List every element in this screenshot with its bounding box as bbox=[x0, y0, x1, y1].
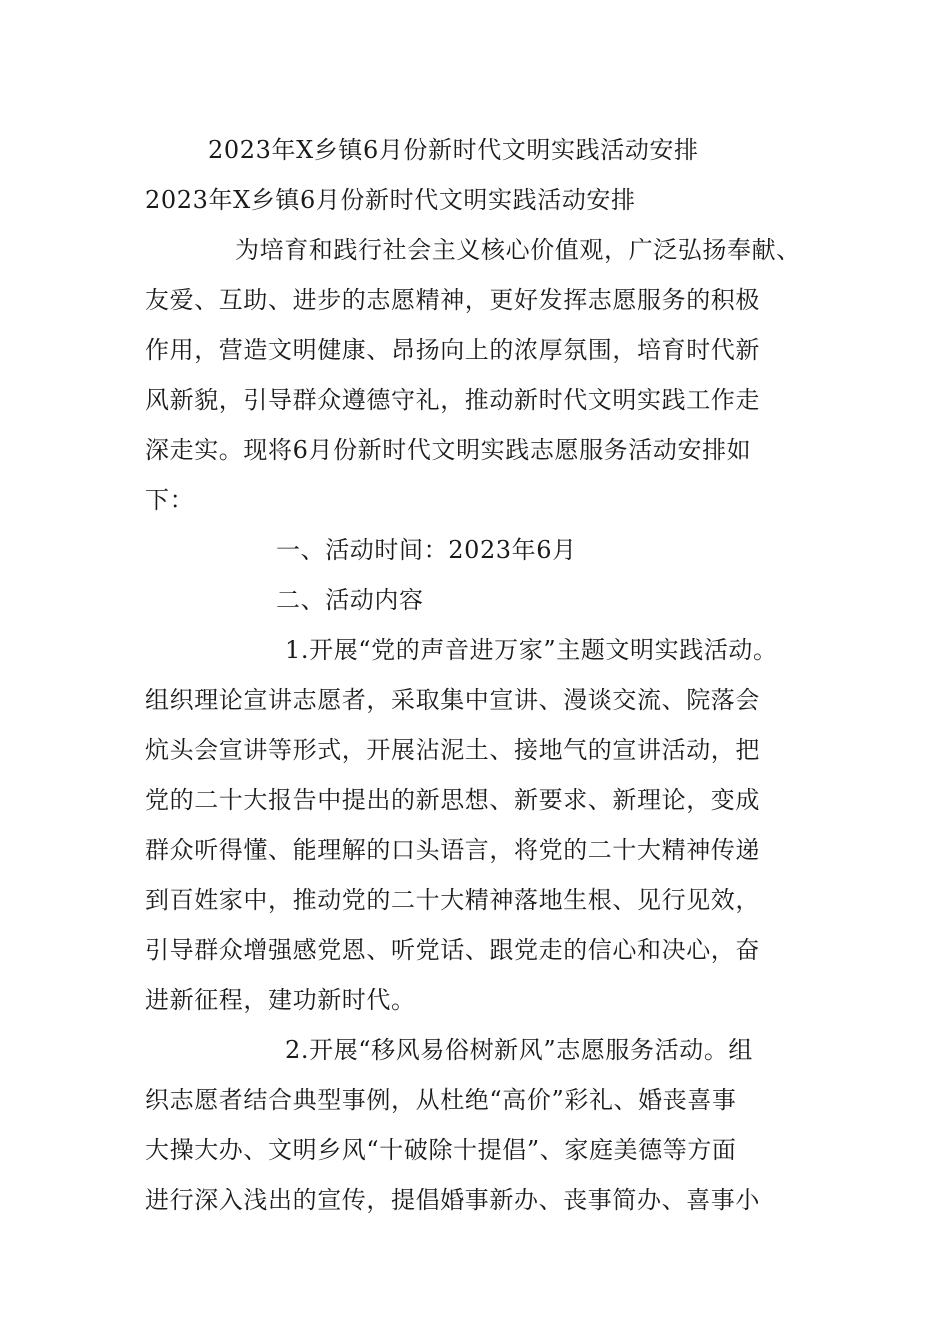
section-heading-content: 二、活动内容 bbox=[276, 586, 424, 614]
item1-line-2: 组织理论宣讲志愿者，采取集中宣讲、漫谈交流、院落会 bbox=[145, 686, 760, 714]
item2-line-1: 2.开展“移风易俗树新风”志愿服务活动。组 bbox=[285, 1036, 754, 1064]
intro-line-1: 为培育和践行社会主义核心价值观，广泛弘扬奉献、 bbox=[235, 236, 801, 264]
intro-line-4: 风新貌，引导群众遵德守礼，推动新时代文明实践工作走 bbox=[145, 386, 760, 414]
intro-line-5: 深走实。现将6月份新时代文明实践志愿服务活动安排如 bbox=[145, 436, 752, 464]
item1-line-8: 进新征程，建功新时代。 bbox=[145, 986, 416, 1014]
intro-line-2: 友爱、互助、进步的志愿精神，更好发挥志愿服务的积极 bbox=[145, 286, 760, 314]
item1-line-6: 到百姓家中，推动党的二十大精神落地生根、见行见效， bbox=[145, 886, 760, 914]
item1-line-1: 1.开展“党的声音进万家”主题文明实践活动。 bbox=[285, 636, 778, 664]
item1-line-4: 党的二十大报告中提出的新思想、新要求、新理论，变成 bbox=[145, 786, 760, 814]
section-heading-time: 一、活动时间：2023年6月 bbox=[276, 536, 577, 564]
item1-line-5: 群众听得懂、能理解的口头语言，将党的二十大精神传递 bbox=[145, 836, 760, 864]
intro-line-6: 下： bbox=[145, 486, 195, 514]
document-subtitle: 2023年X乡镇6月份新时代文明实践活动安排 bbox=[145, 186, 636, 214]
item2-line-3: 大操大办、文明乡风“十破除十提倡”、家庭美德等方面 bbox=[145, 1136, 737, 1164]
item1-line-3: 炕头会宣讲等形式，开展沾泥土、接地气的宣讲活动，把 bbox=[145, 736, 760, 764]
document-title: 2023年X乡镇6月份新时代文明实践活动安排 bbox=[208, 136, 699, 164]
item1-line-7: 引导群众增强感党恩、听党话、跟党走的信心和决心，奋 bbox=[145, 936, 760, 964]
intro-line-3: 作用，营造文明健康、昂扬向上的浓厚氛围，培育时代新 bbox=[145, 336, 760, 364]
item2-line-4: 进行深入浅出的宣传，提倡婚事新办、丧事简办、喜事小 bbox=[145, 1186, 760, 1214]
item2-line-2: 织志愿者结合典型事例，从杜绝“高价”彩礼、婚丧喜事 bbox=[145, 1086, 737, 1114]
